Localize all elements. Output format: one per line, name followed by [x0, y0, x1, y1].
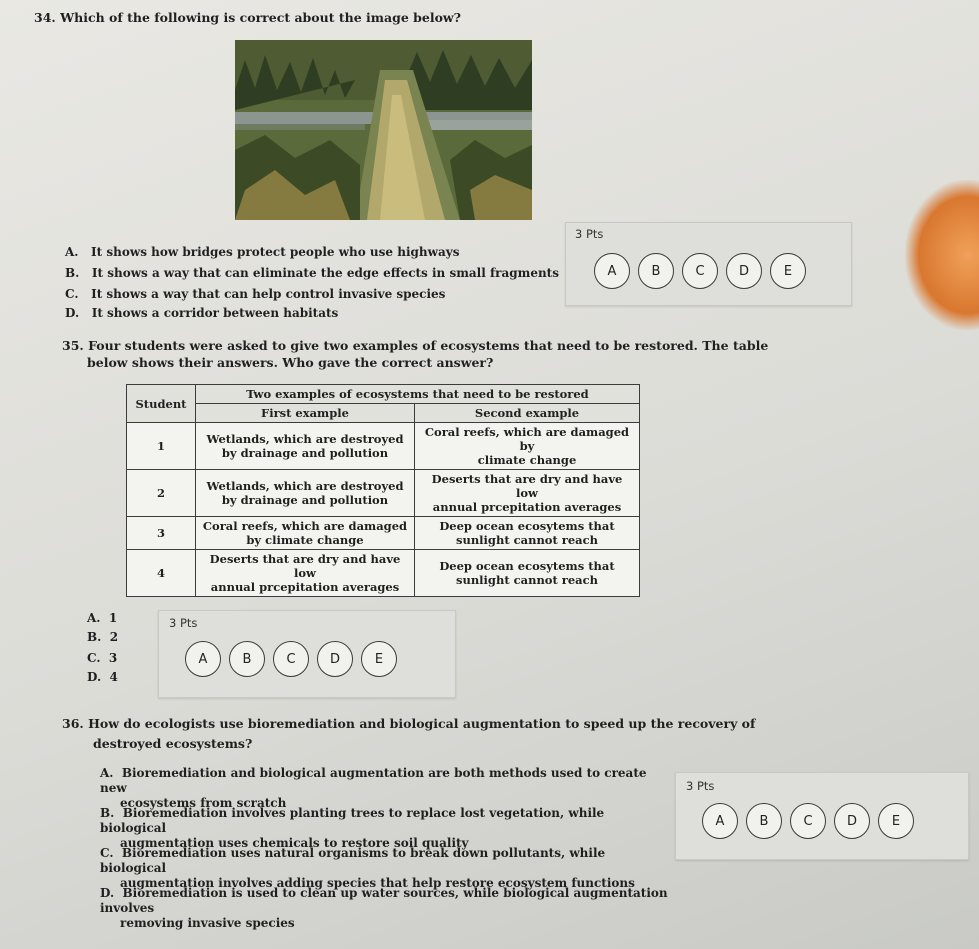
- cell-line: Deep ocean ecosytems that: [439, 519, 615, 533]
- option-text: It shows how bridges protect people who use highways: [91, 245, 460, 259]
- choice-e-button[interactable]: E: [361, 641, 397, 677]
- choice-d-button[interactable]: D: [317, 641, 353, 677]
- option-letter: B.: [87, 630, 102, 644]
- points-label: 3 Pts: [575, 227, 604, 241]
- cell-line: annual prcepitation averages: [432, 500, 622, 514]
- second-example-cell: [415, 517, 640, 550]
- choice-e-button[interactable]: E: [770, 253, 806, 289]
- question-text: How do ecologists use bioremediation and biological augmentation to speed up the recovery of: [88, 716, 756, 731]
- choice-c-button[interactable]: C: [273, 641, 309, 677]
- q36-option-a: [100, 766, 660, 811]
- question-number: 36.: [62, 716, 84, 731]
- option-text: Bioremediation is used to clean up water sources, while biological augmentation involves: [100, 886, 668, 915]
- cell-line: Wetlands, which are destroyed: [206, 432, 404, 446]
- option-text: 1: [108, 611, 118, 625]
- question-text: Which of the following is correct about the image below?: [60, 10, 461, 25]
- option-letter: D.: [87, 670, 102, 684]
- answer-choices: [185, 641, 397, 677]
- q34-option-b: [65, 266, 559, 281]
- q36-answer-box: [675, 772, 969, 860]
- option-letter: D.: [100, 886, 115, 900]
- cell-line: climate change: [477, 453, 577, 467]
- cell-line: by drainage and pollution: [221, 493, 389, 507]
- choice-a-button[interactable]: A: [185, 641, 221, 677]
- option-text: 2: [109, 630, 119, 644]
- points-label: 3 Pts: [686, 779, 715, 793]
- q34-answer-box: [565, 222, 852, 306]
- choice-c-button[interactable]: C: [790, 803, 826, 839]
- answer-choices: [594, 253, 806, 289]
- cell-line: sunlight cannot reach: [455, 573, 598, 587]
- option-letter: B.: [100, 806, 115, 820]
- second-example-cell: [415, 470, 640, 517]
- option-text: Bioremediation and biological augmentation are both methods used to create new: [100, 766, 647, 795]
- header-first: First example: [196, 404, 415, 423]
- cell-line: Wetlands, which are destroyed: [206, 479, 404, 493]
- landscape-image: [235, 40, 532, 220]
- choice-b-button[interactable]: B: [638, 253, 674, 289]
- cell-line: sunlight cannot reach: [455, 533, 598, 547]
- student-cell: 4: [127, 550, 196, 597]
- question-text: Four students were asked to give two examples of ecosystems that need to be restored. The table: [88, 338, 769, 353]
- cell-line: Coral reefs, which are damaged by: [424, 425, 630, 453]
- header-group: Two examples of ecosystems that need to be restored: [196, 385, 640, 404]
- choice-c-button[interactable]: C: [682, 253, 718, 289]
- option-text: It shows a way that can help control invasive species: [91, 287, 446, 301]
- question-35-line2: below shows their answers. Who gave the correct answer?: [87, 355, 494, 370]
- option-letter: A.: [100, 766, 114, 780]
- choice-b-button[interactable]: B: [229, 641, 265, 677]
- first-example-cell: [196, 550, 415, 597]
- second-example-cell: [415, 550, 640, 597]
- cell-line: by drainage and pollution: [221, 446, 389, 460]
- cell-line: Deserts that are dry and have low: [209, 552, 401, 580]
- option-text-line2: removing invasive species: [120, 916, 295, 930]
- option-letter: C.: [100, 846, 114, 860]
- q36-option-b: [100, 806, 660, 851]
- student-cell: 1: [127, 423, 196, 470]
- cell-line: annual prcepitation averages: [210, 580, 400, 594]
- first-example-cell: [196, 423, 415, 470]
- finger-overlay: [905, 180, 979, 330]
- first-example-cell: [196, 517, 415, 550]
- q34-option-d: [65, 306, 338, 321]
- question-36-line2: destroyed ecosystems?: [93, 736, 253, 751]
- q35-answer-box: [158, 610, 456, 698]
- q35-option-a: [87, 611, 117, 626]
- choice-a-button[interactable]: A: [594, 253, 630, 289]
- table-row: [127, 470, 640, 517]
- q35-option-d: [87, 670, 118, 685]
- first-example-cell: [196, 470, 415, 517]
- choice-b-button[interactable]: B: [746, 803, 782, 839]
- option-letter: A.: [87, 611, 101, 625]
- student-cell: 3: [127, 517, 196, 550]
- choice-d-button[interactable]: D: [726, 253, 762, 289]
- choice-e-button[interactable]: E: [878, 803, 914, 839]
- option-letter: C.: [65, 287, 79, 301]
- wildlife-overpass-photo: [235, 40, 532, 220]
- question-number: 35.: [62, 338, 84, 353]
- option-text-line2: augmentation uses chemicals to restore soil quality: [120, 836, 469, 850]
- option-text-line2: augmentation involves adding species that help restore ecosystem functions: [120, 876, 635, 890]
- option-text: 3: [108, 651, 118, 665]
- option-letter: C.: [87, 651, 101, 665]
- option-text: It shows a way that can eliminate the edge effects in small fragments: [91, 266, 559, 280]
- option-letter: B.: [65, 266, 80, 280]
- q35-option-b: [87, 630, 118, 645]
- table-row: [127, 550, 640, 597]
- table-row: [127, 423, 640, 470]
- points-label: 3 Pts: [169, 616, 198, 630]
- option-text: Bioremediation involves planting trees to replace lost vegetation, while biological: [100, 806, 605, 835]
- header-second: Second example: [415, 404, 640, 423]
- option-letter: D.: [65, 306, 80, 320]
- q36-option-d: [100, 886, 670, 931]
- q35-option-c: [87, 651, 117, 666]
- option-text: Bioremediation uses natural organisms to break down pollutants, while biological: [100, 846, 606, 875]
- cell-line: Coral reefs, which are damaged: [202, 519, 408, 533]
- q36-option-c: [100, 846, 660, 891]
- option-letter: A.: [65, 245, 79, 259]
- question-36: [62, 716, 755, 732]
- q34-option-a: [65, 245, 459, 260]
- question-number: 34.: [34, 10, 56, 25]
- option-text: It shows a corridor between habitats: [91, 306, 339, 320]
- q34-option-c: [65, 287, 445, 302]
- option-text-line2: ecosystems from scratch: [120, 796, 287, 810]
- table-row: [127, 517, 640, 550]
- cell-line: Deserts that are dry and have low: [431, 472, 623, 500]
- answer-choices: [702, 803, 914, 839]
- question-35: [62, 338, 768, 354]
- student-cell: 2: [127, 470, 196, 517]
- question-34: [34, 10, 461, 26]
- ecosystems-table: [126, 384, 640, 597]
- option-text: 4: [109, 670, 118, 684]
- choice-a-button[interactable]: A: [702, 803, 738, 839]
- cell-line: by climate change: [246, 533, 364, 547]
- choice-d-button[interactable]: D: [834, 803, 870, 839]
- second-example-cell: [415, 423, 640, 470]
- cell-line: Deep ocean ecosytems that: [439, 559, 615, 573]
- header-student: Student: [127, 385, 196, 423]
